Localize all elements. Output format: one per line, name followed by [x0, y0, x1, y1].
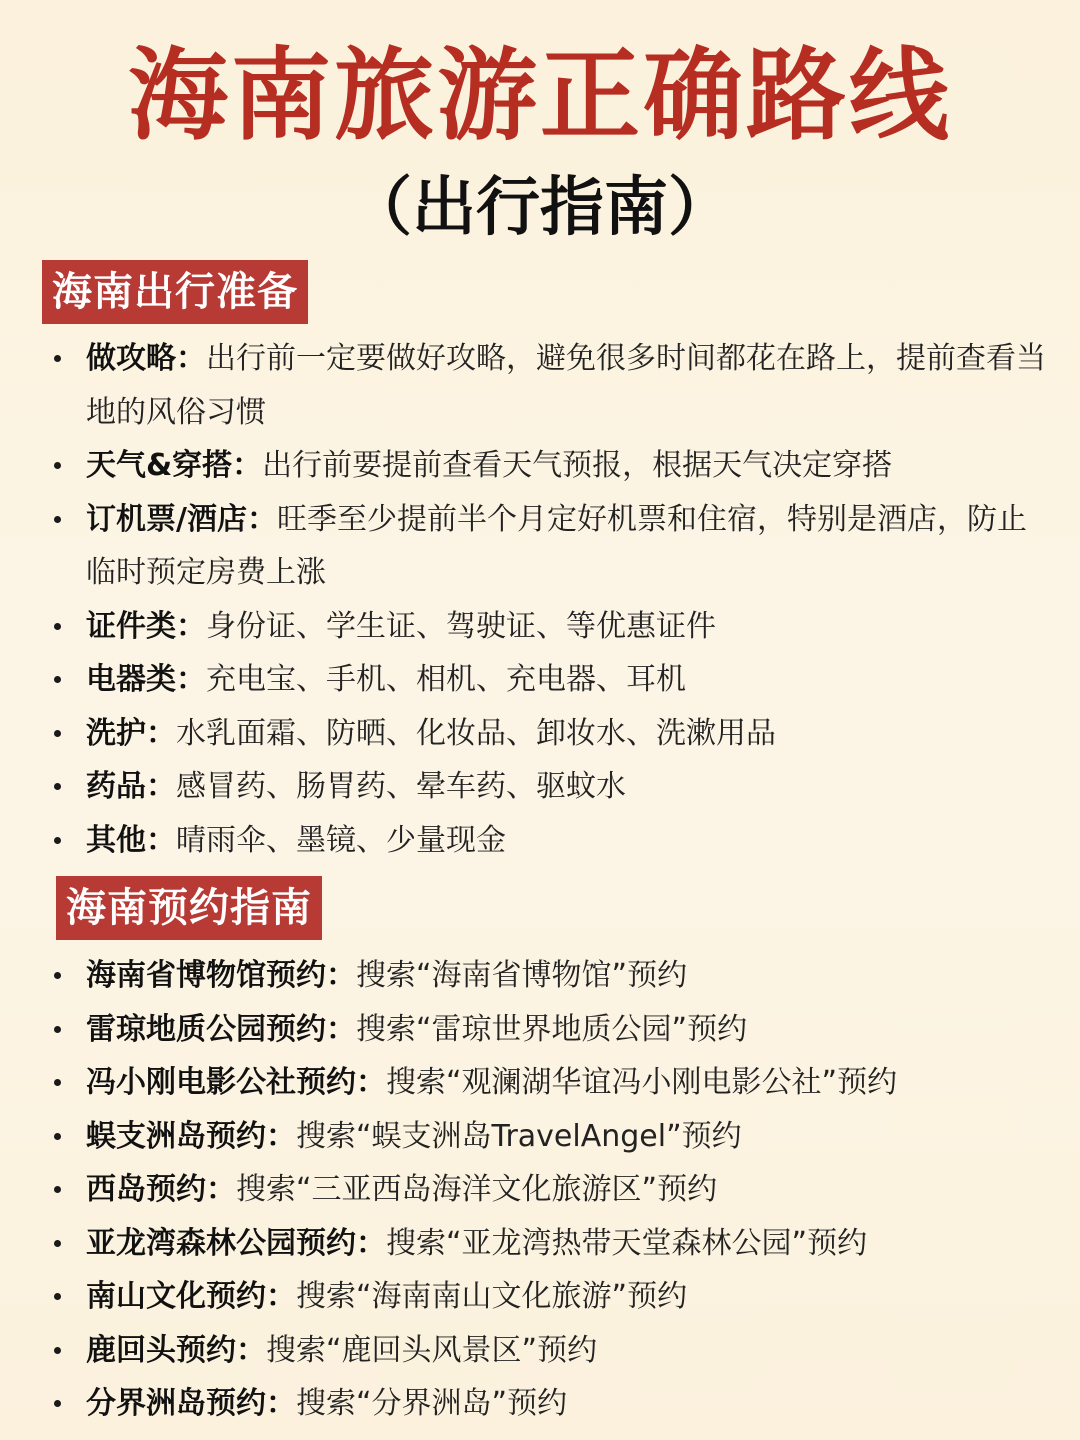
item-label: 天气&穿搭：: [86, 448, 263, 483]
item-text: 搜索“分界洲岛”预约: [296, 1386, 568, 1421]
list-item: [50, 814, 1050, 868]
list-item: [50, 653, 1050, 707]
item-label: 南山文化预约：: [86, 1279, 296, 1314]
item-text: 出行前一定要做好攻略，避免很多时间都花在路上，提前查看当地的风俗习惯: [86, 341, 1046, 430]
item-label: 海南省博物馆预约：: [86, 958, 356, 993]
list-item: [50, 439, 1050, 493]
bullet-icon: [54, 730, 61, 737]
list-item: [50, 1003, 1050, 1057]
bullet-icon: [54, 676, 61, 683]
item-label: 鹿回头预约：: [86, 1332, 266, 1368]
item-text: 搜索“蜈支洲岛TravelAngel”预约: [296, 1118, 742, 1154]
bullet-icon: [54, 1026, 61, 1033]
bullet-icon: [54, 1400, 61, 1407]
item-label: 证件类：: [86, 608, 206, 644]
item-text: 搜索“雷琼世界地质公园”预约: [356, 1011, 748, 1047]
list-item: [50, 1056, 1050, 1110]
item-text: 搜索“亚龙湾热带天堂森林公园”预约: [386, 1225, 868, 1261]
bullet-icon: [54, 1186, 61, 1193]
list-item: [50, 1324, 1050, 1378]
item-label: 西岛预约：: [86, 1172, 236, 1207]
item-text: 水乳面霜、防晒、化妆品、卸妆水、洗漱用品: [176, 715, 776, 751]
item-text: 充电宝、手机、相机、充电器、耳机: [206, 662, 686, 697]
item-label: 蜈支洲岛预约：: [86, 1118, 296, 1154]
list-item: [50, 600, 1050, 654]
bullet-icon: [54, 516, 61, 523]
item-text: 晴雨伞、墨镜、少量现金: [176, 822, 506, 858]
item-label: 雷琼地质公园预约：: [86, 1011, 356, 1047]
list-item: [50, 760, 1050, 814]
bullet-icon: [54, 1133, 61, 1140]
item-label: 洗护：: [86, 715, 176, 751]
page-title: 海南旅游正确路线: [128, 37, 952, 154]
item-text: 搜索“海南省博物馆”预约: [356, 958, 688, 993]
list-item: [50, 1217, 1050, 1271]
preparation-list: [50, 332, 1050, 867]
item-label: 电器类：: [86, 662, 206, 697]
page-subtitle: （出行指南）: [348, 171, 732, 245]
item-text: 旺季至少提前半个月定好机票和住宿，特别是酒店，防止临时预定房费上涨: [86, 501, 1027, 590]
list-item: [50, 1270, 1050, 1324]
reservation-list: [50, 949, 1050, 1431]
section-heading-reservation: 海南预约指南: [56, 876, 322, 940]
bullet-icon: [54, 783, 61, 790]
item-label: 分界洲岛预约：: [86, 1386, 296, 1421]
item-label: 冯小刚电影公社预约：: [86, 1065, 386, 1100]
list-item: [50, 707, 1050, 761]
bullet-icon: [54, 623, 61, 630]
item-text: 搜索“海南南山文化旅游”预约: [296, 1279, 688, 1314]
item-text: 搜索“鹿回头风景区”预约: [266, 1332, 598, 1368]
list-item: [50, 332, 1050, 439]
item-text: 感冒药、肠胃药、晕车药、驱蚊水: [176, 769, 626, 804]
item-label: 药品：: [86, 769, 176, 804]
item-label: 亚龙湾森林公园预约：: [86, 1225, 386, 1261]
item-label: 订机票/酒店：: [86, 501, 277, 537]
bullet-icon: [54, 462, 61, 469]
item-text: 身份证、学生证、驾驶证、等优惠证件: [206, 608, 716, 644]
bullet-icon: [54, 355, 61, 362]
bullet-icon: [54, 1240, 61, 1247]
item-text: 出行前要提前查看天气预报，根据天气决定穿搭: [262, 448, 893, 483]
item-text: 搜索“三亚西岛海洋文化旅游区”预约: [236, 1172, 718, 1207]
list-item: [50, 1163, 1050, 1217]
item-label: 做攻略：: [86, 341, 206, 376]
item-label: 其他：: [86, 822, 176, 858]
list-item: [50, 949, 1050, 1003]
bullet-icon: [54, 1347, 61, 1354]
bullet-icon: [54, 837, 61, 844]
bullet-icon: [54, 972, 61, 979]
bullet-icon: [54, 1079, 61, 1086]
list-item: [50, 1377, 1050, 1431]
section-heading-preparation: 海南出行准备: [42, 260, 308, 324]
list-item: [50, 1110, 1050, 1164]
list-item: [50, 493, 1050, 600]
item-text: 搜索“观澜湖华谊冯小刚电影公社”预约: [386, 1065, 898, 1100]
bullet-icon: [54, 1293, 61, 1300]
